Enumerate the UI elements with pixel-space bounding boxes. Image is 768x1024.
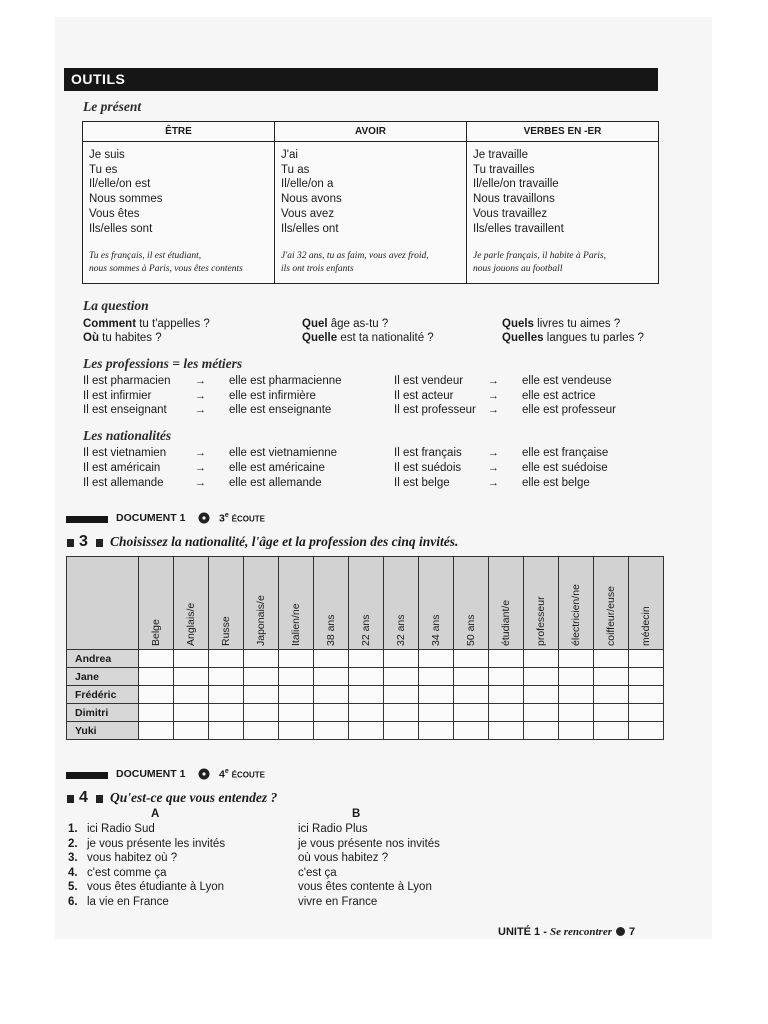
grid-cell[interactable] — [594, 686, 629, 704]
answer-grid — [66, 556, 664, 740]
grid-column-header — [209, 557, 244, 650]
grid-column-header — [489, 557, 524, 650]
grid-row — [67, 704, 664, 722]
arrow-icon: → — [195, 375, 206, 387]
nationalite-masc: Il est américain — [83, 462, 161, 474]
grid-cell[interactable] — [349, 686, 384, 704]
grid-column-header — [629, 557, 664, 650]
choice-a: c'est comme ça — [87, 867, 167, 879]
ecoute-label — [219, 512, 265, 525]
nationalite-fem: elle est belge — [522, 477, 590, 489]
grid-cell[interactable] — [384, 650, 419, 668]
question-word: Quel — [302, 318, 328, 330]
grid-row — [67, 650, 664, 668]
grid-column-header — [384, 557, 419, 650]
grid-column-header — [174, 557, 209, 650]
grid-cell[interactable] — [349, 704, 384, 722]
nationalite-fem: elle est française — [522, 447, 609, 459]
grid-cell[interactable] — [454, 686, 489, 704]
grid-cell[interactable] — [419, 650, 454, 668]
ecoute-number: 4 — [219, 768, 225, 781]
grid-column-label: Anglais/e — [185, 602, 197, 646]
nationalite-masc: Il est français — [394, 447, 462, 459]
grid-column-header — [314, 557, 349, 650]
grid-column-label: étudiant/e — [500, 599, 512, 646]
grid-column-label: 34 ans — [430, 613, 442, 646]
grid-cell[interactable] — [594, 650, 629, 668]
conj-form: Ils/elles travaillent — [473, 222, 564, 235]
arrow-icon: → — [488, 390, 499, 402]
grid-cell[interactable] — [594, 722, 629, 740]
question-line — [302, 318, 388, 330]
grid-cell[interactable] — [139, 722, 174, 740]
grid-column-header — [594, 557, 629, 650]
grid-header-row — [67, 557, 664, 650]
conj-column-etre — [83, 122, 275, 283]
arrow-icon: → — [488, 404, 499, 416]
grid-cell[interactable] — [314, 722, 349, 740]
professions-heading: Les professions = les métiers — [83, 356, 243, 371]
grid-cell[interactable] — [419, 722, 454, 740]
grid-cell[interactable] — [244, 722, 279, 740]
grid-cell[interactable] — [209, 650, 244, 668]
question-rest: tu habites ? — [98, 332, 162, 344]
grid-cell[interactable] — [524, 686, 559, 704]
grid-row-name: Yuki — [67, 722, 139, 740]
conj-form: Il/elle/on a — [281, 178, 334, 191]
grid-cell[interactable] — [314, 686, 349, 704]
arrow-icon: → — [195, 477, 206, 489]
grid-cell[interactable] — [454, 668, 489, 686]
grid-cell[interactable] — [314, 650, 349, 668]
choice-a: ici Radio Sud — [87, 823, 155, 835]
document-bar — [66, 516, 108, 523]
grid-cell[interactable] — [314, 668, 349, 686]
conj-example — [473, 250, 606, 275]
nationalite-fem: elle est américaine — [229, 462, 325, 474]
conj-column-avoir — [275, 122, 467, 283]
grid-column-label: 22 ans — [360, 613, 372, 646]
grid-cell[interactable] — [279, 650, 314, 668]
grid-cell[interactable] — [244, 704, 279, 722]
conj-form: Nous travaillons — [473, 193, 555, 206]
grid-column-header — [419, 557, 454, 650]
conj-column-verbes-er — [467, 122, 658, 283]
grid-cell[interactable] — [139, 650, 174, 668]
profession-masc: Il est pharmacien — [83, 375, 171, 387]
grid-cell[interactable] — [489, 722, 524, 740]
grid-column-label: 38 ans — [325, 613, 337, 646]
grid-cell[interactable] — [174, 650, 209, 668]
grid-column-header — [524, 557, 559, 650]
grid-cell[interactable] — [629, 704, 664, 722]
choice-b: ici Radio Plus — [298, 823, 368, 835]
question-heading: La question — [83, 298, 149, 313]
outils-header-bar — [64, 68, 658, 91]
outils-title: OUTILS — [71, 71, 126, 87]
grid-row — [67, 722, 664, 740]
nationalite-fem: elle est vietnamienne — [229, 447, 338, 459]
grid-column-label: électricien/ne — [570, 583, 582, 646]
grid-cell[interactable] — [559, 722, 594, 740]
grid-column-header — [139, 557, 174, 650]
grid-cell[interactable] — [629, 668, 664, 686]
profession-masc: Il est infirmier — [83, 390, 152, 402]
question-line — [83, 332, 162, 344]
ecoute-word: ÉCOUTE — [231, 770, 266, 780]
grid-cell[interactable] — [279, 686, 314, 704]
question-word: Quels — [502, 318, 534, 330]
grid-column-header — [244, 557, 279, 650]
grid-cell[interactable] — [244, 686, 279, 704]
grid-cell[interactable] — [174, 668, 209, 686]
question-line — [502, 332, 644, 344]
grid-cell[interactable] — [209, 722, 244, 740]
conj-form: Vous êtes — [89, 207, 140, 220]
grid-cell[interactable] — [139, 686, 174, 704]
grid-cell[interactable] — [279, 668, 314, 686]
conj-example — [281, 250, 429, 275]
profession-fem: elle est actrice — [522, 390, 596, 402]
grid-cell[interactable] — [419, 668, 454, 686]
grid-column-label: Japonais/e — [255, 594, 267, 646]
profession-fem: elle est professeur — [522, 404, 616, 416]
grid-cell[interactable] — [349, 668, 384, 686]
conj-form: Tu es — [89, 163, 118, 176]
conj-form: J'ai — [281, 149, 298, 161]
conj-example-line: Tu es français, il est étudiant, — [89, 251, 202, 261]
audio-cd-icon — [198, 512, 210, 524]
arrow-icon: → — [195, 404, 206, 416]
conj-example — [89, 250, 243, 275]
conj-form: Tu travailles — [473, 163, 535, 176]
conj-form: Il/elle/on travaille — [473, 178, 559, 191]
choice-a: la vie en France — [87, 896, 169, 908]
arrow-icon: → — [488, 447, 499, 459]
profession-masc: Il est acteur — [394, 390, 454, 402]
question-rest: tu t'appelles ? — [136, 318, 210, 330]
grid-cell[interactable] — [174, 686, 209, 704]
grid-cell[interactable] — [384, 704, 419, 722]
item-number: 5. — [68, 881, 78, 893]
ecoute-sup: e — [224, 768, 229, 775]
grid-cell[interactable] — [489, 668, 524, 686]
choice-b: vous êtes contente à Lyon — [298, 881, 432, 893]
question-word: Quelles — [502, 332, 544, 344]
question-line — [302, 332, 434, 344]
choice-b: vivre en France — [298, 896, 378, 908]
item-number: 6. — [68, 896, 78, 908]
question-word: Comment — [83, 318, 137, 330]
nationalites-heading: Les nationalités — [83, 428, 172, 443]
grid-row-name: Andrea — [67, 650, 139, 668]
arrow-icon: → — [195, 462, 206, 474]
question-rest: livres tu aimes ? — [533, 318, 621, 330]
choice-a: vous habitez où ? — [87, 852, 178, 864]
grid-cell[interactable] — [209, 704, 244, 722]
exercise-3-title: Choisissez la nationalité, l'âge et la profession des cinq invités. — [110, 534, 459, 549]
item-number: 3. — [68, 852, 78, 864]
grid-cell[interactable] — [489, 686, 524, 704]
grid-cell[interactable] — [629, 722, 664, 740]
question-rest: âge as-tu ? — [327, 318, 389, 330]
grid-cell[interactable] — [454, 704, 489, 722]
conj-form: Nous sommes — [89, 193, 163, 206]
grid-cell[interactable] — [209, 686, 244, 704]
ecoute-sup: e — [224, 512, 229, 519]
choice-b: je vous présente nos invités — [298, 838, 440, 850]
arrow-icon: → — [488, 375, 499, 387]
grid-cell[interactable] — [349, 722, 384, 740]
grid-column-header — [454, 557, 489, 650]
conjugation-table — [82, 121, 659, 284]
choice-b: c'est ça — [298, 867, 337, 879]
grid-cell[interactable] — [139, 668, 174, 686]
conj-example-line: nous sommes à Paris, vous êtes contents — [89, 263, 243, 274]
audio-cd-icon — [198, 768, 210, 780]
column-b-header: B — [352, 808, 361, 820]
conj-form: Vous avez — [281, 207, 335, 220]
grid-column-label: Russe — [220, 615, 232, 646]
conj-form: Il/elle/on est — [89, 178, 151, 191]
page-footer — [498, 926, 635, 938]
document-label: DOCUMENT 1 — [116, 768, 186, 780]
grid-column-label: 32 ans — [395, 613, 407, 646]
grid-cell[interactable] — [384, 668, 419, 686]
document-bar — [66, 772, 108, 779]
grid-cell[interactable] — [244, 650, 279, 668]
conj-form: Nous avons — [281, 193, 342, 206]
exercise-3-number: 3 — [79, 533, 88, 550]
grid-cell[interactable] — [629, 686, 664, 704]
conj-form: Vous travaillez — [473, 207, 548, 220]
conj-example-line: nous jouons au football — [473, 263, 563, 274]
question-word: Quelle — [302, 332, 338, 344]
grid-cell[interactable] — [594, 668, 629, 686]
profession-fem: elle est pharmacienne — [229, 375, 342, 387]
arrow-icon: → — [488, 462, 499, 474]
conj-form: Ils/elles ont — [281, 222, 339, 235]
grid-cell[interactable] — [384, 722, 419, 740]
grid-cell[interactable] — [384, 686, 419, 704]
conj-column-title: ÊTRE — [83, 122, 274, 142]
footer-unit: UNITÉ 1 - — [498, 926, 550, 938]
conj-forms — [83, 142, 274, 236]
conj-form: Tu as — [281, 163, 310, 176]
profession-fem: elle est vendeuse — [522, 375, 612, 387]
grid-cell[interactable] — [559, 650, 594, 668]
nationalite-masc: Il est belge — [394, 477, 450, 489]
square-bullet-icon — [96, 795, 103, 803]
question-word: Où — [83, 332, 99, 344]
profession-fem: elle est enseignante — [229, 404, 332, 416]
question-rest: est ta nationalité ? — [337, 332, 434, 344]
question-line — [83, 318, 210, 330]
conj-forms — [275, 142, 466, 236]
square-bullet-icon — [67, 539, 74, 547]
grid-cell[interactable] — [419, 704, 454, 722]
grid-cell[interactable] — [629, 650, 664, 668]
grid-cell[interactable] — [419, 686, 454, 704]
grid-cell[interactable] — [594, 704, 629, 722]
grid-column-label: médecin — [640, 605, 652, 646]
square-bullet-icon — [96, 539, 103, 547]
nationalite-masc: Il est vietnamien — [83, 447, 167, 459]
grid-cell[interactable] — [349, 650, 384, 668]
grid-cell[interactable] — [244, 668, 279, 686]
grid-cell[interactable] — [524, 650, 559, 668]
grid-corner — [67, 557, 139, 650]
conj-form: Ils/elles sont — [89, 222, 153, 235]
profession-masc: Il est professeur — [394, 404, 476, 416]
grid-row — [67, 686, 664, 704]
grid-cell[interactable] — [454, 722, 489, 740]
grid-cell[interactable] — [559, 668, 594, 686]
profession-fem: elle est infirmière — [229, 390, 316, 402]
square-bullet-icon — [67, 795, 74, 803]
ecoute-word: ÉCOUTE — [231, 514, 266, 524]
arrow-icon: → — [195, 390, 206, 402]
grid-cell[interactable] — [524, 722, 559, 740]
grid-row-name: Frédéric — [67, 686, 139, 704]
grid-cell[interactable] — [489, 650, 524, 668]
exercise-4-number: 4 — [79, 789, 88, 806]
grid-cell[interactable] — [314, 704, 349, 722]
item-number: 1. — [68, 823, 78, 835]
ecoute-number: 3 — [219, 512, 225, 525]
grid-row-name: Jane — [67, 668, 139, 686]
choice-a: vous êtes étudiante à Lyon — [87, 881, 225, 893]
page-number: 7 — [628, 926, 636, 938]
question-line — [502, 318, 620, 330]
item-number: 2. — [68, 838, 78, 850]
grid-cell[interactable] — [559, 686, 594, 704]
conj-form: Je suis — [89, 149, 125, 161]
profession-masc: Il est enseignant — [83, 404, 167, 416]
grid-cell[interactable] — [279, 704, 314, 722]
nationalite-fem: elle est suédoise — [522, 462, 608, 474]
nationalite-masc: Il est allemande — [83, 477, 164, 489]
grid-row-name: Dimitri — [67, 704, 139, 722]
column-a-header: A — [151, 808, 160, 820]
conj-example-line: Je parle français, il habite à Paris, — [473, 251, 606, 261]
item-number: 4. — [68, 867, 78, 879]
ecoute-label — [219, 768, 265, 781]
nationalite-fem: elle est allemande — [229, 477, 322, 489]
grid-column-label: Italien/ne — [290, 602, 302, 646]
document-label: DOCUMENT 1 — [116, 512, 186, 524]
grid-column-header — [349, 557, 384, 650]
exercise-4-title: Qu'est-ce que vous entendez ? — [110, 790, 278, 805]
grid-cell[interactable] — [489, 704, 524, 722]
question-rest: langues tu parles ? — [543, 332, 644, 344]
nationalite-masc: Il est suédois — [394, 462, 462, 474]
footer-unit-title: Se rencontrer — [549, 926, 612, 938]
grid-column-header — [559, 557, 594, 650]
grid-column-header — [279, 557, 314, 650]
grid-row — [67, 668, 664, 686]
arrow-icon: → — [195, 447, 206, 459]
grid-cell[interactable] — [139, 704, 174, 722]
present-heading: Le présent — [83, 99, 142, 114]
choice-b: où vous habitez ? — [298, 852, 389, 864]
grid-cell[interactable] — [524, 704, 559, 722]
bullet-dot-icon — [616, 927, 625, 936]
grid-cell[interactable] — [524, 668, 559, 686]
grid-cell[interactable] — [174, 722, 209, 740]
conj-example-line: ils ont trois enfants — [281, 263, 354, 274]
grid-cell[interactable] — [454, 650, 489, 668]
grid-column-label: Belge — [150, 618, 162, 646]
choice-a: je vous présente les invités — [87, 838, 226, 850]
conj-column-title: VERBES EN -ER — [467, 122, 658, 142]
grid-column-label: 50 ans — [465, 613, 477, 646]
grid-cell[interactable] — [174, 704, 209, 722]
conj-column-title: AVOIR — [275, 122, 466, 142]
grid-column-label: coiffeur/euse — [605, 585, 617, 646]
grid-cell[interactable] — [209, 668, 244, 686]
conj-forms — [467, 142, 658, 236]
conj-form: Je travaille — [473, 149, 528, 161]
arrow-icon: → — [488, 477, 499, 489]
grid-cell[interactable] — [559, 704, 594, 722]
grid-cell[interactable] — [279, 722, 314, 740]
profession-masc: Il est vendeur — [394, 375, 464, 387]
answer-grid-table — [66, 556, 664, 740]
grid-column-label: professeur — [535, 595, 547, 646]
conj-example-line: J'ai 32 ans, tu as faim, vous avez froid, — [281, 251, 429, 261]
